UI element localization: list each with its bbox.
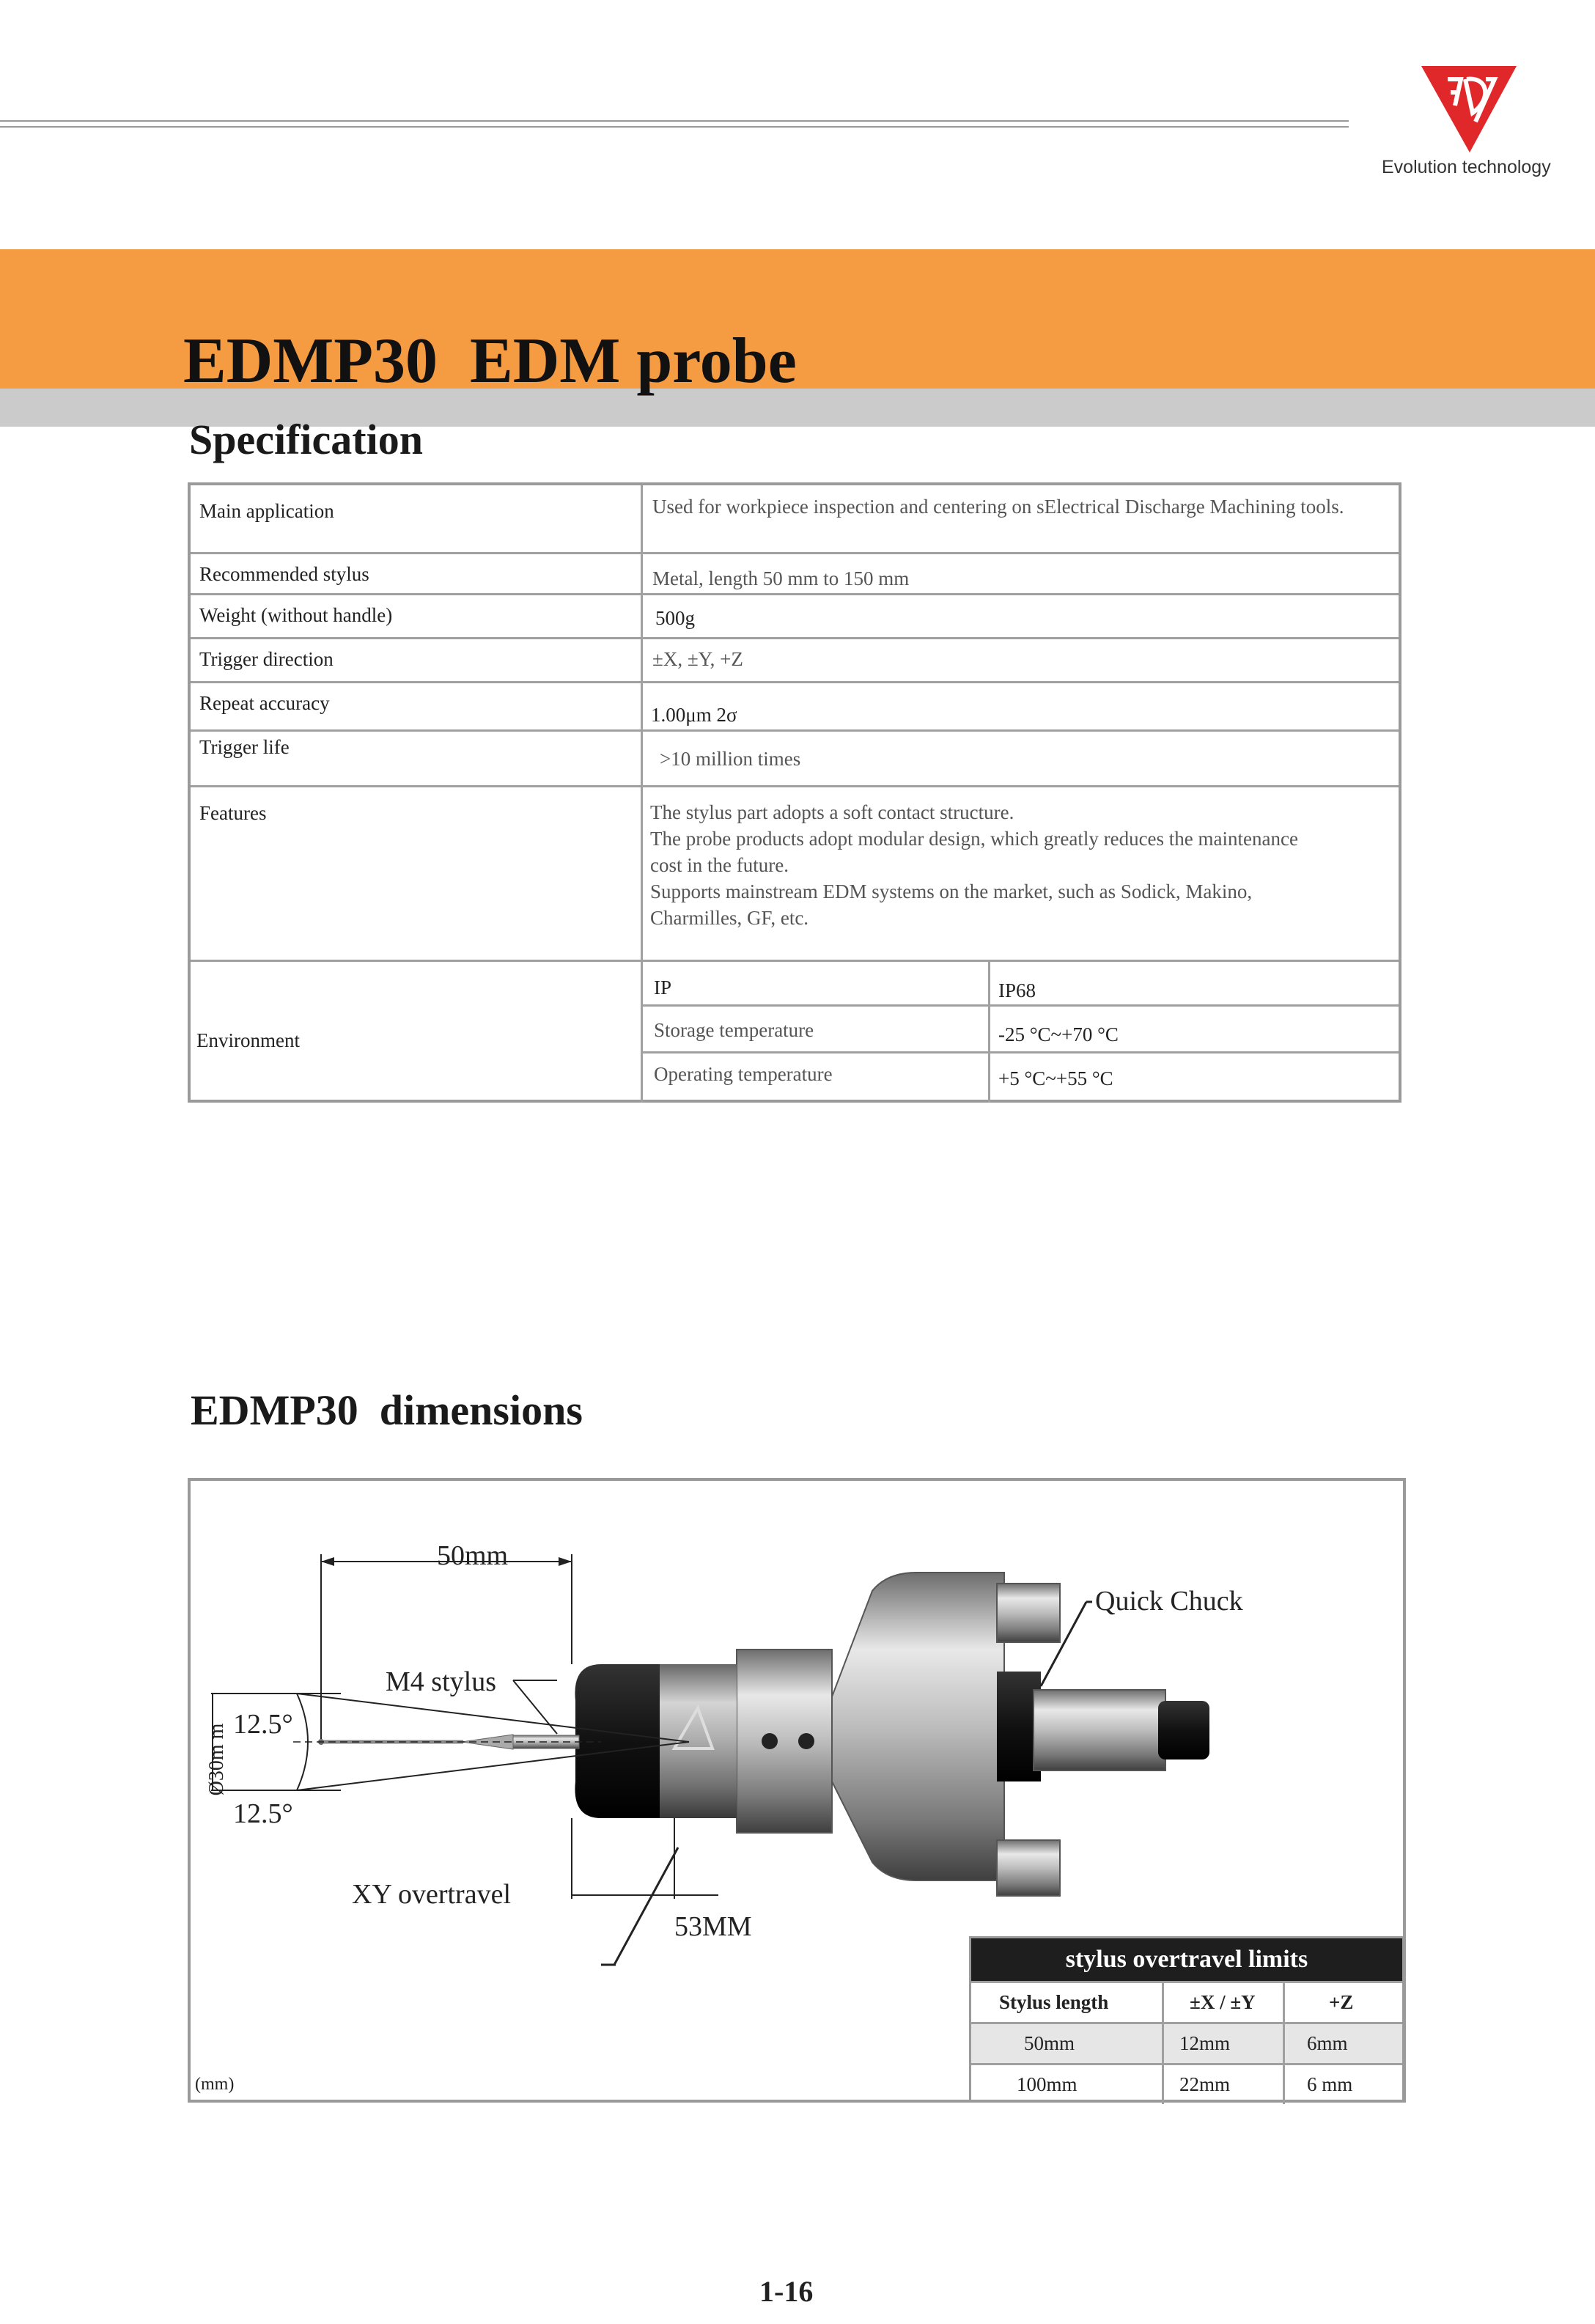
overtravel-col-divider bbox=[1283, 1981, 1285, 2104]
page-title: EDMP30 EDM probe bbox=[183, 326, 797, 397]
ot-cell: 100mm bbox=[1017, 2073, 1078, 2095]
header-rule-bottom bbox=[0, 126, 1349, 128]
brand-logo bbox=[1418, 63, 1520, 155]
label-main-application: Main application bbox=[199, 500, 334, 522]
probe-illustration bbox=[191, 1481, 1403, 1994]
brand-name: Evolution technology bbox=[1382, 157, 1551, 177]
env-name-storage: Storage temperature bbox=[654, 1019, 814, 1041]
label-quick-chuck: Quick Chuck bbox=[1095, 1586, 1243, 1617]
value-trigger-life: >10 million times bbox=[660, 748, 801, 770]
spec-row-trigger-dir bbox=[191, 639, 1399, 683]
feature-line: Charmilles, GF, etc. bbox=[650, 907, 809, 929]
ot-cell: 6mm bbox=[1307, 2032, 1348, 2054]
header-rule-top bbox=[0, 120, 1349, 122]
ot-cell: 22mm bbox=[1179, 2073, 1231, 2095]
label-50mm: 50mm bbox=[437, 1540, 509, 1571]
ot-header-z: +Z bbox=[1329, 1991, 1354, 2013]
feature-line: Supports mainstream EDM systems on the market, such as Sodick, Makino, bbox=[650, 880, 1253, 902]
label-repeat-accuracy: Repeat accuracy bbox=[199, 692, 330, 714]
ot-cell: 6 mm bbox=[1307, 2073, 1353, 2095]
feature-line: The stylus part adopts a soft contact structure. bbox=[650, 801, 1014, 823]
spec-heading: Specification bbox=[189, 416, 423, 463]
value-main-application: Used for workpiece inspection and centering on sElectrical Discharge Machining tools. bbox=[652, 496, 1344, 518]
page-number: 1-16 bbox=[759, 2275, 814, 2308]
dimensions-heading: EDMP30 dimensions bbox=[191, 1386, 583, 1434]
env-name-ip: IP bbox=[654, 977, 672, 999]
label-recommended-stylus: Recommended stylus bbox=[199, 563, 369, 585]
env-value-ip: IP68 bbox=[998, 979, 1036, 1001]
label-trigger-direction: Trigger direction bbox=[199, 648, 334, 670]
overtravel-title: stylus overtravel limits bbox=[971, 1938, 1402, 1981]
env-name-operating: Operating temperature bbox=[654, 1063, 833, 1085]
label-features: Features bbox=[199, 802, 267, 824]
spec-col-divider bbox=[641, 485, 643, 1103]
label-xy-overtravel: XY overtravel bbox=[352, 1879, 511, 1910]
value-weight: 500g bbox=[655, 607, 695, 629]
ot-cell: 50mm bbox=[1024, 2032, 1075, 2054]
env-rule-1 bbox=[643, 1004, 1399, 1007]
env-value-operating: +5 °C~+55 °C bbox=[998, 1067, 1113, 1089]
label-angle-top: 12.5° bbox=[233, 1709, 293, 1740]
env-col-divider bbox=[988, 962, 990, 1103]
ot-header-xy: ±X / ±Y bbox=[1190, 1991, 1256, 2013]
feature-line: The probe products adopt modular design, which greatly reduces the maintenance bbox=[650, 828, 1298, 850]
unit-note: (mm) bbox=[195, 2075, 235, 2094]
feature-line: cost in the future. bbox=[650, 854, 789, 876]
label-trigger-life: Trigger life bbox=[199, 736, 290, 758]
overtravel-col-divider bbox=[1162, 1981, 1164, 2104]
ot-cell: 12mm bbox=[1179, 2032, 1231, 2054]
label-m4-stylus: M4 stylus bbox=[386, 1666, 496, 1697]
overtravel-table bbox=[969, 1936, 1404, 2102]
value-trigger-direction: ±X, ±Y, +Z bbox=[652, 648, 743, 670]
value-recommended-stylus: Metal, length 50 mm to 150 mm bbox=[652, 567, 910, 589]
value-features bbox=[650, 799, 1354, 931]
label-weight: Weight (without handle) bbox=[199, 604, 393, 626]
ot-header-length: Stylus length bbox=[999, 1991, 1109, 2013]
label-angle-bottom: 12.5° bbox=[233, 1798, 293, 1829]
label-environment: Environment bbox=[196, 1029, 300, 1051]
label-diameter: Ø30m m bbox=[205, 1723, 228, 1796]
env-rule-2 bbox=[643, 1051, 1399, 1053]
env-value-storage: -25 °C~+70 °C bbox=[998, 1023, 1119, 1045]
spec-row-repeat bbox=[191, 683, 1399, 732]
label-53mm: 53MM bbox=[674, 1911, 752, 1942]
value-repeat-accuracy: 1.00μm 2σ bbox=[651, 704, 737, 726]
spec-table bbox=[188, 482, 1401, 1103]
